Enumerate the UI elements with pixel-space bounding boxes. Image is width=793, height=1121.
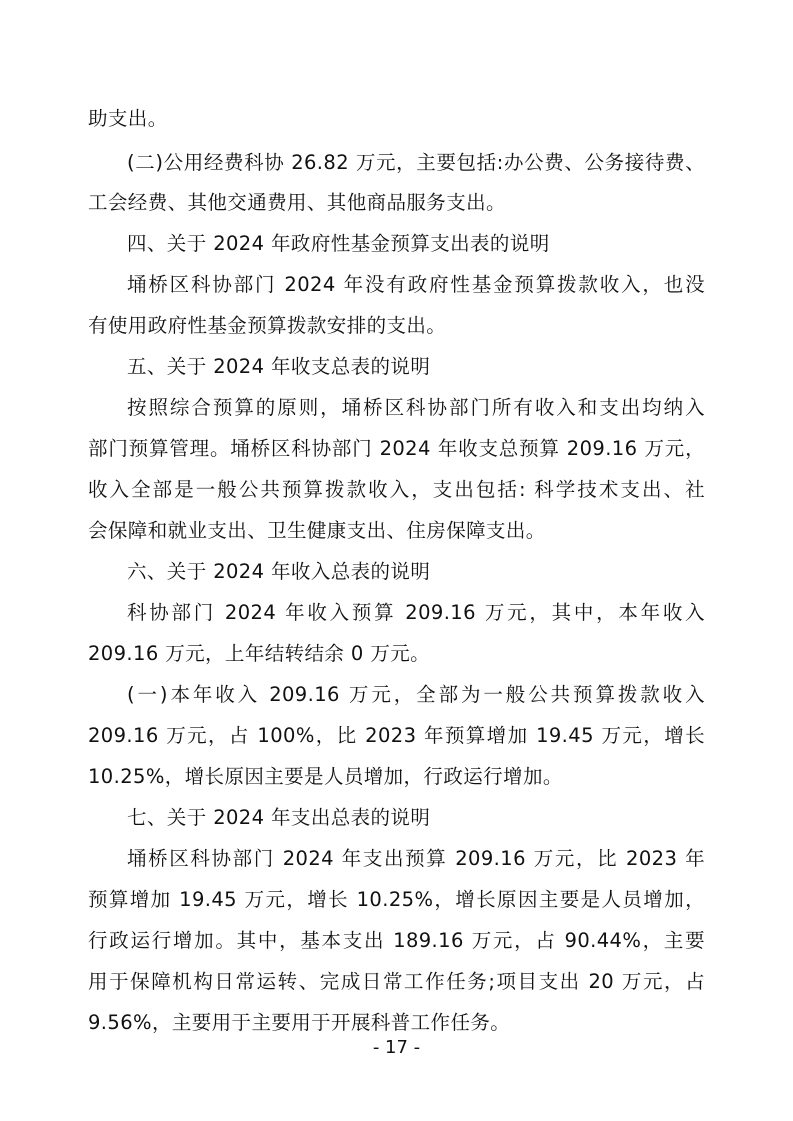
paragraph-line: 9.56%，主要用于主要用于开展科普工作任务。 bbox=[88, 1011, 511, 1034]
page-number: - 17 - bbox=[372, 1037, 421, 1058]
paragraph-line: 工会经费、其他交通费用、其他商品服务支出。 bbox=[88, 191, 506, 214]
paragraph-line: (一)本年收入 209.16 万元，全部为一般公共预算拨款收入 bbox=[127, 683, 705, 706]
paragraph-line: 10.25%，增长原因主要是人员增加，行政运行增加。 bbox=[88, 765, 563, 788]
section-heading: 四、关于 2024 年政府性基金预算支出表的说明 bbox=[127, 232, 550, 255]
paragraph-line: 助支出。 bbox=[88, 107, 168, 130]
section-heading: 六、关于 2024 年收入总表的说明 bbox=[127, 560, 431, 583]
paragraph-line: 埇桥区科协部门 2024 年支出预算 209.16 万元，比 2023 年 bbox=[127, 847, 705, 870]
paragraph-line: 埇桥区科协部门 2024 年没有政府性基金预算拨款收入，也没 bbox=[127, 273, 705, 296]
paragraph-line: 会保障和就业支出、卫生健康支出、住房保障支出。 bbox=[88, 519, 546, 542]
section-heading: 五、关于 2024 年收支总表的说明 bbox=[127, 355, 431, 378]
paragraph-line: 科协部门 2024 年收入预算 209.16 万元，其中，本年收入 bbox=[127, 601, 705, 624]
paragraph-line: 部门预算管理。埇桥区科协部门 2024 年收支总预算 209.16 万元， bbox=[88, 437, 705, 460]
section-heading: 七、关于 2024 年支出总表的说明 bbox=[127, 806, 431, 829]
paragraph-line: 用于保障机构日常运转、完成日常工作任务;项目支出 20 万元，占 bbox=[88, 970, 705, 993]
paragraph-line: 行政运行增加。其中，基本支出 189.16 万元，占 90.44%，主要 bbox=[88, 929, 705, 952]
paragraph-line: 有使用政府性基金预算拨款安排的支出。 bbox=[88, 314, 447, 337]
paragraph-line: 按照综合预算的原则，埇桥区科协部门所有收入和支出均纳入 bbox=[127, 396, 705, 419]
paragraph-line: 209.16 万元，上年结转结余 0 万元。 bbox=[88, 642, 431, 665]
paragraph-line: 预算增加 19.45 万元，增长 10.25%，增长原因主要是人员增加， bbox=[88, 888, 705, 911]
paragraph-line: 收入全部是一般公共预算拨款收入，支出包括: 科学技术支出、社 bbox=[88, 478, 705, 501]
paragraph-line: 209.16 万元，占 100%，比 2023 年预算增加 19.45 万元，增长 bbox=[88, 724, 705, 747]
paragraph-line: (二)公用经费科协 26.82 万元，主要包括:办公费、公务接待费、 bbox=[127, 151, 705, 174]
